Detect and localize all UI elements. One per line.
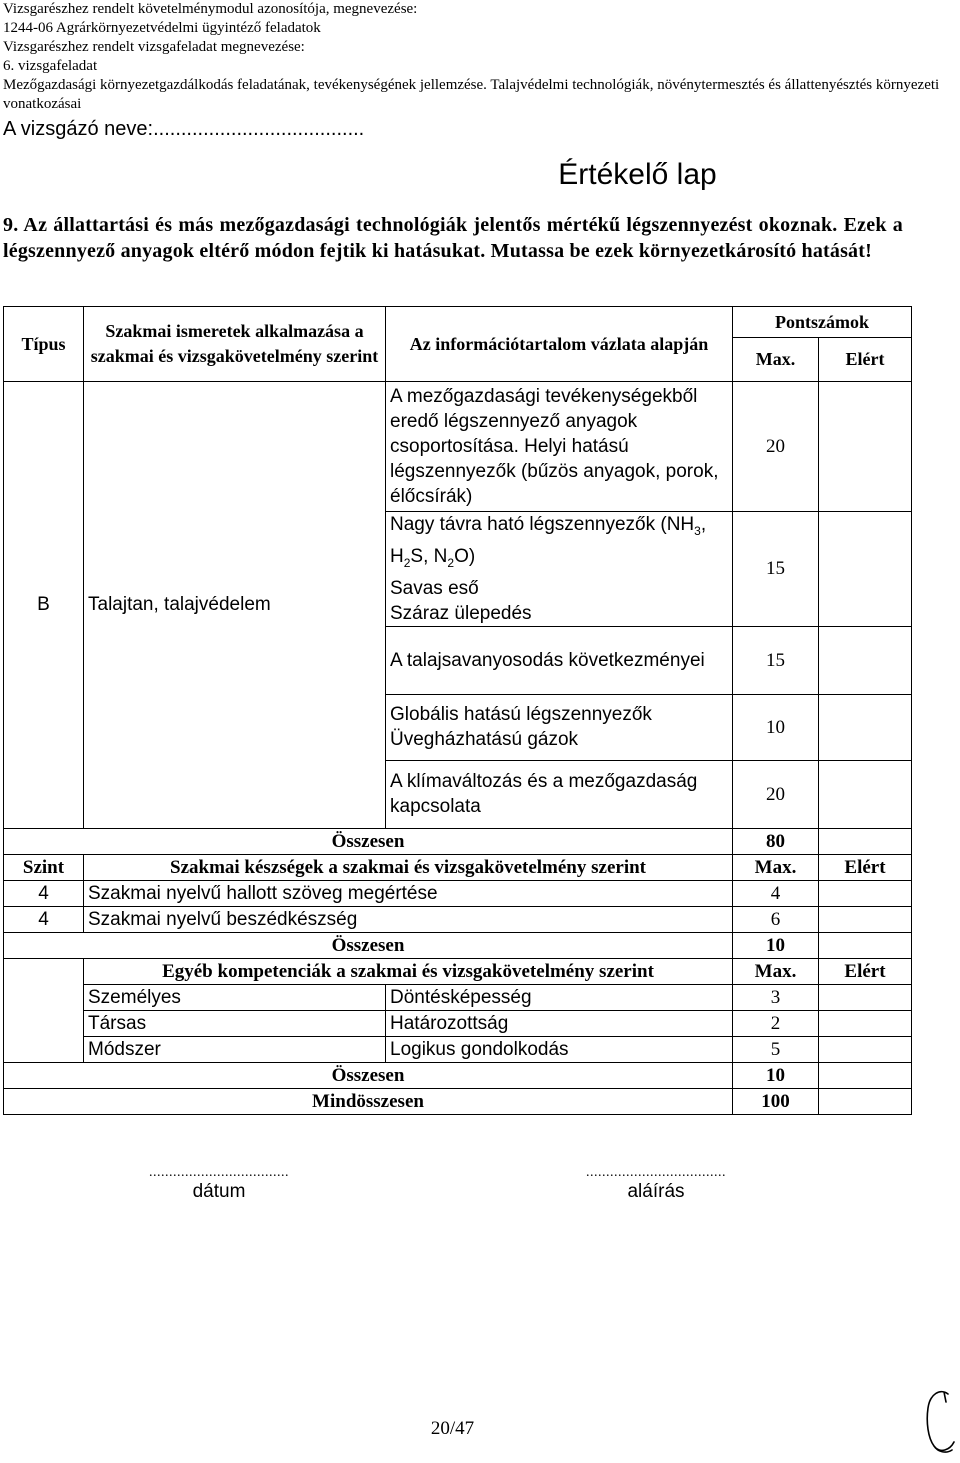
header-line: Vizsgarészhez rendelt vizsgafeladat megnevezése: xyxy=(3,39,305,55)
date-line: ................................... xyxy=(149,1165,289,1180)
subtotal-max: 10 xyxy=(733,1062,819,1088)
skill-name: Szakmai nyelvű beszédkészség xyxy=(84,906,733,932)
header-pontszamok: Pontszámok xyxy=(733,307,912,338)
max-score: 20 xyxy=(733,760,819,828)
achieved-score[interactable] xyxy=(819,694,912,760)
competence-category: Társas xyxy=(84,1010,386,1036)
type-cell: B xyxy=(4,382,84,829)
achieved-score[interactable] xyxy=(819,512,912,627)
content-item: A klímaváltozás és a mezőgazdaság kapcsolata xyxy=(386,760,733,828)
page-number: 20/47 xyxy=(430,1418,475,1439)
signature-block xyxy=(525,1165,787,1203)
max-score: 5 xyxy=(733,1036,819,1062)
header-szakmai-ismeretek: Szakmai ismeretek alkalmazása a szakmai és vizsgakövetelmény szerint xyxy=(84,307,386,382)
header-tipus: Típus xyxy=(4,307,84,382)
achieved-score[interactable] xyxy=(819,1010,912,1036)
header-max: Max. xyxy=(733,958,819,984)
header-szint: Szint xyxy=(4,854,84,880)
header-informacio: Az információtartalom vázlata alapján xyxy=(386,307,733,382)
subtotal-max: 80 xyxy=(733,828,819,854)
evaluation-table xyxy=(3,306,912,1115)
skill-name: Szakmai nyelvű hallott szöveg megértése xyxy=(84,880,733,906)
header-line: Vizsgarészhez rendelt követelménymodul azonosítója, megnevezése: xyxy=(3,1,418,17)
subtotal-achieved[interactable] xyxy=(819,1062,912,1088)
achieved-score[interactable] xyxy=(819,626,912,694)
header-elert: Elért xyxy=(819,958,912,984)
header-line: 1244-06 Agrárkörnyezetvédelmi ügyintéző feladatok xyxy=(3,20,321,36)
document-header xyxy=(3,0,943,114)
header-keszsegek: Szakmai készségek a szakmai és vizsgakövetelmény szerint xyxy=(84,854,733,880)
task-description: 9. Az állattartási és más mezőgazdasági technológiák jelentős mértékű légszennyezést okoznak. Ezek a légszennyező anyagok eltérő módon fejtik ki hatásukat. Mutassa be ezek környezetkárosító hatását! xyxy=(3,214,903,262)
max-score: 15 xyxy=(733,626,819,694)
header-line: Mezőgazdasági környezetgazdálkodás feladatának, tevékenységének jellemzése. Talajvédelmi technológiák, növénytermesztés és állattenyésztés környezeti vonatkozásai xyxy=(3,77,940,112)
achieved-score[interactable] xyxy=(819,984,912,1010)
content-item: Globális hatású légszennyezők Üvegházhatású gázok xyxy=(386,694,733,760)
grand-total-label: Mindösszesen xyxy=(4,1088,733,1114)
subtotal-achieved[interactable] xyxy=(819,932,912,958)
subtotal-achieved[interactable] xyxy=(819,828,912,854)
header-line: 6. vizsgafeladat xyxy=(3,58,98,74)
subtotal-max: 10 xyxy=(733,932,819,958)
signature-label: aláírás xyxy=(627,1181,685,1202)
subtotal-label: Összesen xyxy=(4,1062,733,1088)
header-max: Max. xyxy=(733,854,819,880)
content-item: A talajsavanyosodás következményei xyxy=(386,626,733,694)
max-score: 15 xyxy=(733,512,819,627)
achieved-score[interactable] xyxy=(819,906,912,932)
handwritten-initial-mark xyxy=(918,1388,958,1458)
skill-level: 4 xyxy=(4,880,84,906)
competence-name: Logikus gondolkodás xyxy=(386,1036,733,1062)
subtotal-label: Összesen xyxy=(4,932,733,958)
content-item: Nagy távra ható légszennyezők ($NH_3$, $H_2S$, $N_2O$) Savas eső Száraz ülepedés xyxy=(386,512,733,627)
max-score: 2 xyxy=(733,1010,819,1036)
competence-name: Döntésképesség xyxy=(386,984,733,1010)
achieved-score[interactable] xyxy=(819,382,912,512)
max-score: 6 xyxy=(733,906,819,932)
header-egyeb-kompetenciak: Egyéb kompetenciák a szakmai és vizsgakövetelmény szerint xyxy=(84,958,733,984)
blank-cell xyxy=(4,1036,84,1062)
signature-line: ................................... xyxy=(586,1165,726,1180)
competence-category: Személyes xyxy=(84,984,386,1010)
grand-total-achieved[interactable] xyxy=(819,1088,912,1114)
max-score: 4 xyxy=(733,880,819,906)
subtotal-label: Összesen xyxy=(4,828,733,854)
content-item: A mezőgazdasági tevékenységekből eredő légszennyező anyagok csoportosítása. Helyi hatású légszennyezők (bűzös anyagok, porok, élőcsírák) xyxy=(386,382,733,512)
header-elert: Elért xyxy=(819,338,912,382)
max-score: 10 xyxy=(733,694,819,760)
grand-total-max: 100 xyxy=(733,1088,819,1114)
page-title: Értékelő lap xyxy=(558,158,717,191)
topic-cell: Talajtan, talajvédelem xyxy=(84,382,386,829)
date-signature-block xyxy=(88,1165,350,1203)
competence-category: Módszer xyxy=(84,1036,386,1062)
header-max: Max. xyxy=(733,338,819,382)
competence-name: Határozottság xyxy=(386,1010,733,1036)
achieved-score[interactable] xyxy=(819,760,912,828)
examinee-name-field: A vizsgázó neve:...................................... xyxy=(3,118,365,140)
blank-cell xyxy=(4,958,84,984)
achieved-score[interactable] xyxy=(819,880,912,906)
blank-cell xyxy=(4,984,84,1010)
date-label: dátum xyxy=(192,1181,246,1202)
achieved-score[interactable] xyxy=(819,1036,912,1062)
max-score: 3 xyxy=(733,984,819,1010)
blank-cell xyxy=(4,1010,84,1036)
skill-level: 4 xyxy=(4,906,84,932)
header-elert: Elért xyxy=(819,854,912,880)
max-score: 20 xyxy=(733,382,819,512)
